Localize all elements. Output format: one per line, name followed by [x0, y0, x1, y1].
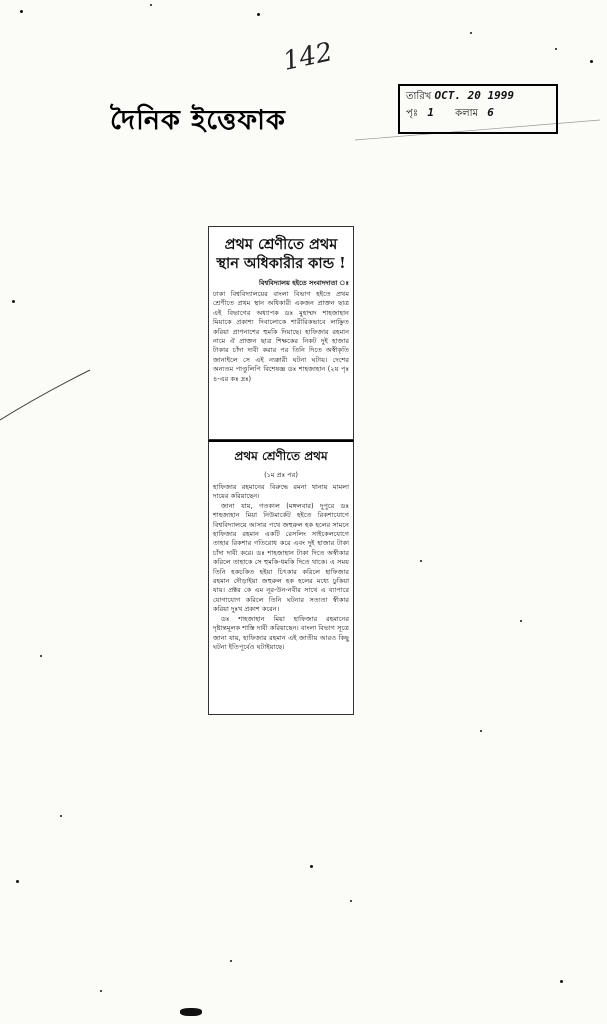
page-value: 1	[427, 106, 434, 119]
scan-speck	[470, 32, 472, 34]
scan-speck	[420, 560, 422, 562]
scan-speck	[257, 13, 260, 16]
scan-speck	[12, 300, 15, 303]
continuation-ref: (১ম প্রঃ পর)	[264, 471, 298, 479]
scan-speck	[480, 730, 482, 732]
article-clipping-part1	[208, 226, 354, 440]
date-stamp	[398, 84, 558, 134]
scratch-line	[0, 370, 90, 420]
column-label: কলাম	[455, 108, 479, 119]
article-headline: প্রথম শ্রেণীতে প্রথম স্থান অধিকারীর কান্ড !	[216, 236, 346, 272]
article-byline: বিশ্ববিদ্যালয় হইতে সংবাদদাতা ঃ	[258, 279, 349, 287]
scan-speck	[230, 960, 232, 962]
article-paragraph: জানা যায়, গতকাল (মঙ্গলবার) দুপুরে ডঃ শাহজাহান মিয়া নিউমার্কেট হইতে রিকশাযোগে বিশ্ববিদ্যালয়ে আসার পথে জহুরুল হক হলের সামনে হাফিজার রহমান একটি রেসলিং সাইকেলযোগে তাহার রিকশার গতিরোধ করে এবং দুই হাজার টাকা চাঁদা দাবী করে। ডঃ শাহজাহান টাকা দিতে অস্বীকার করিলে তাহাকে সে হুমকি-ধমকি দিতে থাকে। এ সময় তিনি হকচকিত হইয়া চিৎকার করিলে হাফিজার রহমান দৌড়াইয়া জহুরুল হক হলের মধ্যে ঢুকিয়া যায়। প্রক্টর কে এম নূর-উন-নবীর সাথে এ ব্যাপারে যোগাযোগ করিলে তিনি ঘটনার সত্যতা স্বীকার করিয়া দুঃখ প্রকাশ করেন।	[213, 501, 349, 614]
scan-speck	[150, 4, 152, 6]
date-value: OCT. 20 1999	[434, 89, 515, 102]
date-label: তারিখ	[406, 91, 432, 102]
scan-speck	[590, 60, 593, 63]
article-body-part1	[213, 290, 349, 384]
newspaper-masthead: দৈনিক ইত্তেফাক	[110, 105, 286, 136]
article-paragraph: ঢাকা বিশ্ববিদ্যালয়ের বাংলা বিভাগ হইতে প্রথম শ্রেণীতে প্রথম স্থান অধিকারী একজন প্রাক্তন ছাত্র এই বিভাগের অধ্যাপক ডঃ মুহাম্মদ শাহজাহান মিয়াকে প্রকাশ্য দিবালোকে শারীরিকভাবে লাঞ্ছিত করিয়া প্রাণনাশের হুমকি দিয়াছে। হাফিজার রহমান নামে ঐ প্রাক্তন ছাত্র শিক্ষকের নিকট দুই হাজার টাকার চাঁদা দাবী করার পর তিনি দিতে অস্বীকৃতি জানাইলে সে এই ন্যক্কারী ঘটনা ঘটায়। দেশের অন্যতম পাণ্ডুলিপি বিশেষজ্ঞ ডঃ শাহজাহান (২য় পৃঃ ৪-এর কঃ দ্রঃ)	[213, 290, 349, 383]
continuation-title: প্রথম শ্রেণীতে প্রথম	[234, 449, 328, 463]
scan-speck	[60, 815, 62, 817]
handwritten-number: 142	[280, 37, 336, 77]
article-paragraph: ডঃ শাহজাহান মিয়া হাফিজার রহমানের দৃষ্টান্তমূলক শাস্তি দাবী করিয়াছেন। বাংলা বিভাগ সূত্রে জানা যায়, হাফিজার রহমান এই জাতীয় আরও কিছু ঘটনা ইতিপূর্বেও ঘটাইয়াছে।	[213, 614, 349, 651]
page-label: পৃঃ	[406, 108, 419, 119]
scan-speck	[350, 900, 352, 902]
scan-speck	[520, 620, 522, 622]
scan-speck	[560, 980, 563, 983]
scan-speck	[555, 48, 557, 50]
article-body-part2	[213, 483, 349, 652]
scan-speck	[40, 655, 42, 657]
article-clipping-part2	[208, 440, 354, 715]
scan-speck	[20, 10, 23, 13]
scan-speck	[100, 990, 102, 992]
scan-speck	[16, 880, 19, 883]
scan-speck	[180, 1008, 202, 1016]
column-value: 6	[487, 106, 494, 119]
page-column-row	[406, 105, 550, 122]
scan-speck	[310, 865, 313, 868]
date-row	[406, 88, 550, 105]
article-paragraph: হাফিজার রহমানের বিরুদ্ধে রমনা থানায় মামলা দায়ের করিয়াছেন।	[213, 483, 349, 501]
